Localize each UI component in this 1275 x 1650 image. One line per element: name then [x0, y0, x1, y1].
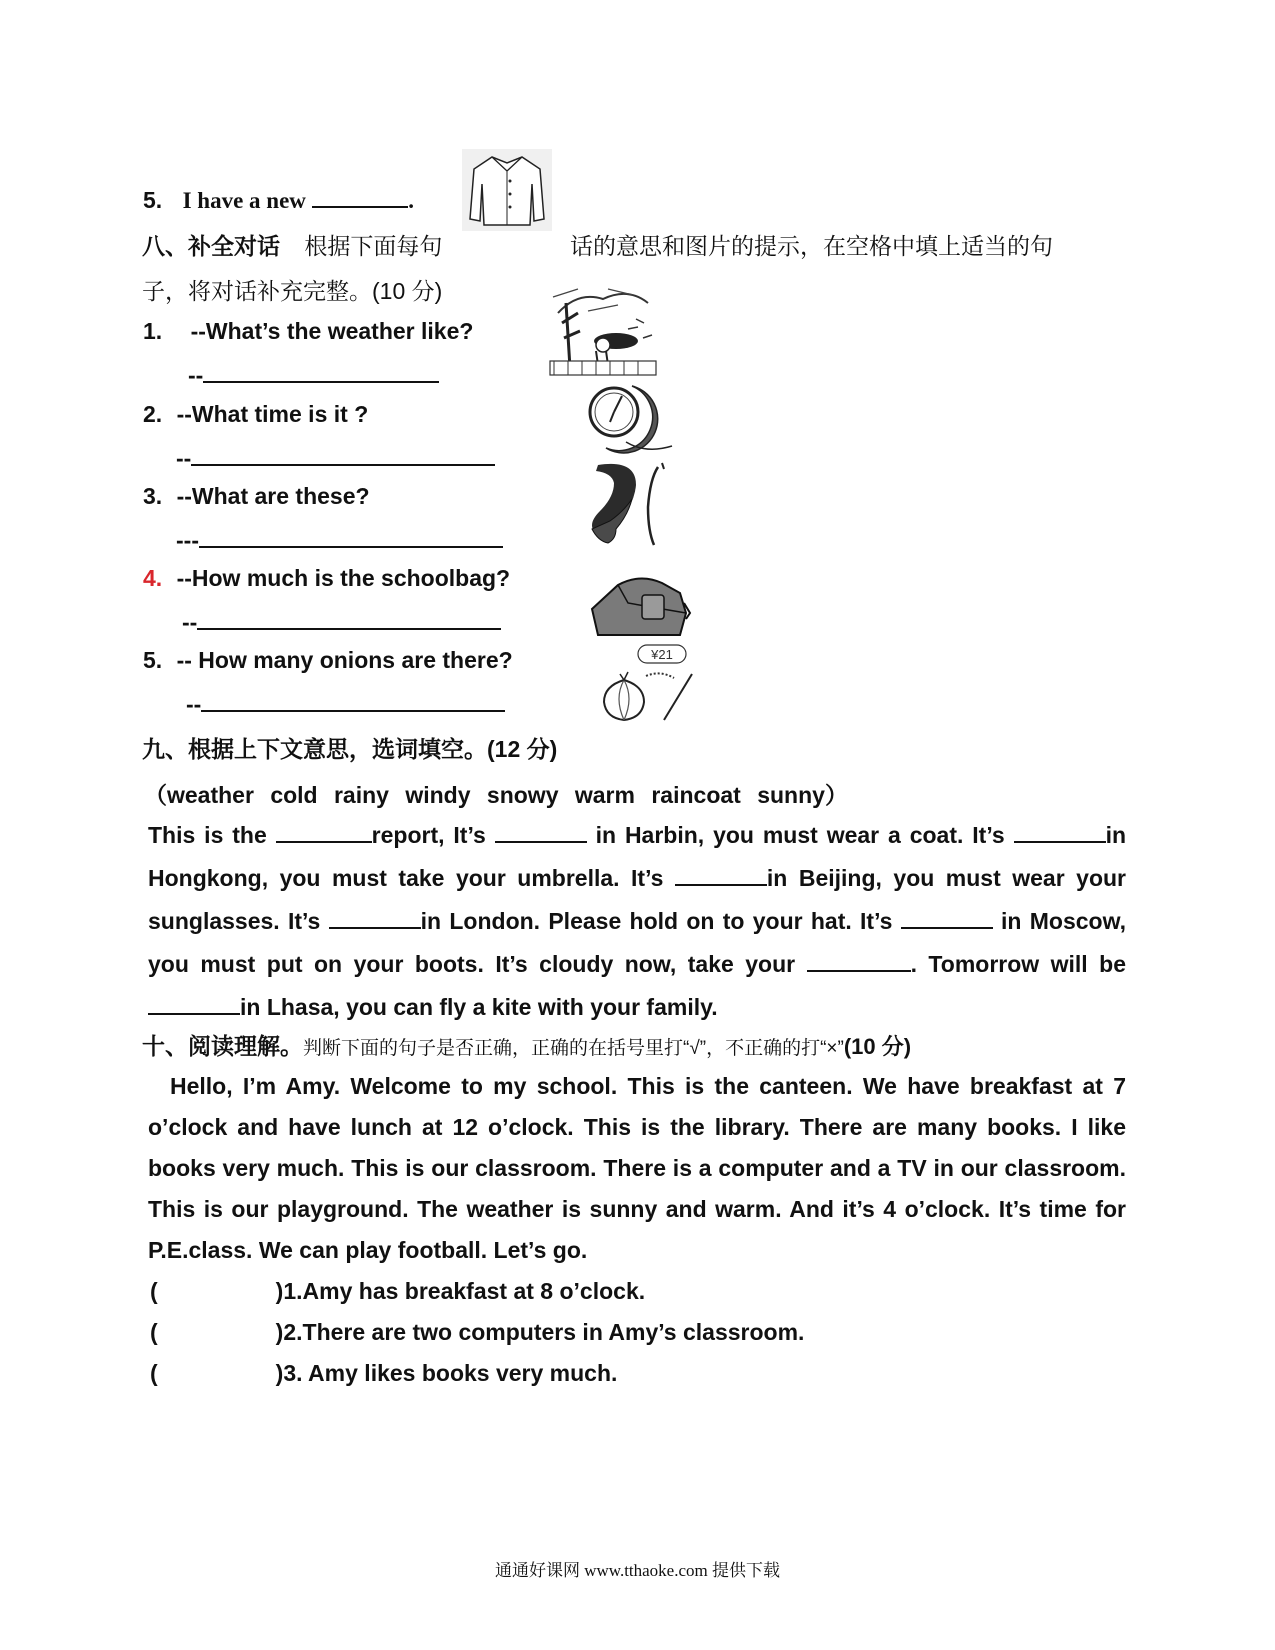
blank-7[interactable] — [807, 950, 911, 972]
clock-moon-icon — [586, 382, 678, 456]
section10-instruction: 判断下面的句子是否正确，正确的在括号里打“√”，不正确的打“×” — [303, 1038, 844, 1059]
s8-item-4-answer: -- — [182, 608, 501, 636]
blank-6[interactable] — [901, 907, 993, 929]
shirt-icon — [462, 149, 552, 231]
blank-5[interactable] — [329, 907, 421, 929]
answer-bracket-3[interactable]: ( — [150, 1360, 158, 1386]
blank-4[interactable] — [675, 864, 767, 886]
s8-item-1-answer: -- — [188, 361, 439, 389]
q5-blank[interactable] — [312, 186, 408, 208]
section9-heading: 九、根据上下文意思，选词填空。(12 分) — [142, 736, 558, 762]
s8-item-2-answer: -- — [176, 444, 495, 472]
answer-bracket-2[interactable]: ( — [150, 1319, 158, 1345]
s8-item-1-question: --What’s the weather like? — [190, 318, 474, 344]
s8-item-1 — [143, 318, 473, 345]
s8-item-5-answer: -- — [186, 690, 505, 718]
section8-instruction-c: 子，将对话补充完整。(10 分) — [142, 278, 443, 304]
section10-heading: 十、阅读理解。 — [142, 1033, 303, 1059]
s8-item-2-number: 2. — [143, 401, 163, 427]
s8-item-5 — [143, 647, 513, 674]
blank-2[interactable] — [495, 821, 587, 843]
schoolbag-icon — [590, 573, 694, 665]
q5-number: 5. — [143, 187, 163, 213]
q5-top: 5. I have a new . — [143, 187, 415, 213]
statement-1: ( )1.Amy has breakfast at 8 o’clock. — [150, 1278, 646, 1304]
s8-item-3 — [143, 483, 370, 510]
section8-heading: 八、补全对话 — [142, 233, 280, 259]
s8-item-3-question: --What are these? — [176, 483, 370, 509]
q5-text: I have a new — [182, 188, 306, 213]
s8-item-4-number: 4. — [143, 565, 163, 591]
blank-1[interactable] — [276, 821, 372, 843]
statement-3: ( )3. Amy likes books very much. — [150, 1360, 618, 1386]
section8-instruction-b: 话的意思和图片的提示，在空格中填上适当的句 — [570, 233, 1053, 259]
s8-item-4-question: --How much is the schoolbag? — [176, 565, 511, 591]
s8-item-2-blank[interactable] — [191, 444, 495, 466]
cucumbers-icon — [588, 459, 670, 547]
s8-item-1-number: 1. — [143, 318, 163, 344]
section9-word-bank: （weather cold rainy windy snowy warm raincoat sunny） — [144, 782, 848, 808]
onion-icon — [598, 668, 696, 722]
s8-item-4-blank[interactable] — [197, 608, 501, 630]
s8-item-3-blank[interactable] — [199, 526, 503, 548]
s8-item-2-question: --What time is it ? — [176, 401, 369, 427]
s8-item-5-blank[interactable] — [201, 690, 505, 712]
s8-item-3-answer: --- — [176, 526, 503, 554]
s8-item-1-blank[interactable] — [203, 361, 439, 383]
section9-passage: This is the report, It’s in Harbin, you must wear a coat. It’s in Hongkong, you must take your umbrella. It’s in Beijing, you must wear your sunglasses. It’s in London. Please hold on to your hat. It’s in Moscow, you must put on your boots. It’s cloudy now, take your . Tomorrow will be in Lhasa, you can fly a kite with your family. — [148, 822, 1127, 1020]
section10-score: (10 分) — [843, 1034, 912, 1059]
statement-2: ( )2.There are two computers in Amy’s classroom. — [150, 1319, 805, 1345]
price-tag: ¥21 — [651, 647, 673, 662]
answer-bracket-1[interactable]: ( — [150, 1278, 158, 1304]
section8-instruction-a: 根据下面每句 — [304, 233, 443, 259]
section10-passage: Hello, I’m Amy. Welcome to my school. This is the canteen. We have breakfast at 7 o’clock and have lunch at 12 o’clock. This is the library. There are many books. I like books very much. This is our classroom. There is a computer and a TV in our classroom. This is our playground. The weather is sunny and warm. And it’s 4 o’clock. It’s time for P.E.class. We can play football. Let’s go. — [148, 1073, 1126, 1263]
blank-8[interactable] — [148, 993, 240, 1015]
s8-item-5-question: -- How many onions are there? — [176, 647, 513, 673]
s8-item-3-number: 3. — [143, 483, 163, 509]
section10-heading-line — [142, 1028, 911, 1061]
section8-heading-line — [142, 228, 442, 261]
windy-weather-icon — [548, 283, 658, 379]
s8-item-2 — [143, 401, 368, 428]
s8-item-4 — [143, 565, 510, 592]
s8-item-5-number: 5. — [143, 647, 163, 673]
blank-3[interactable] — [1014, 821, 1106, 843]
page-footer: 通通好课网 www.tthaoke.com 提供下载 — [494, 1561, 781, 1580]
